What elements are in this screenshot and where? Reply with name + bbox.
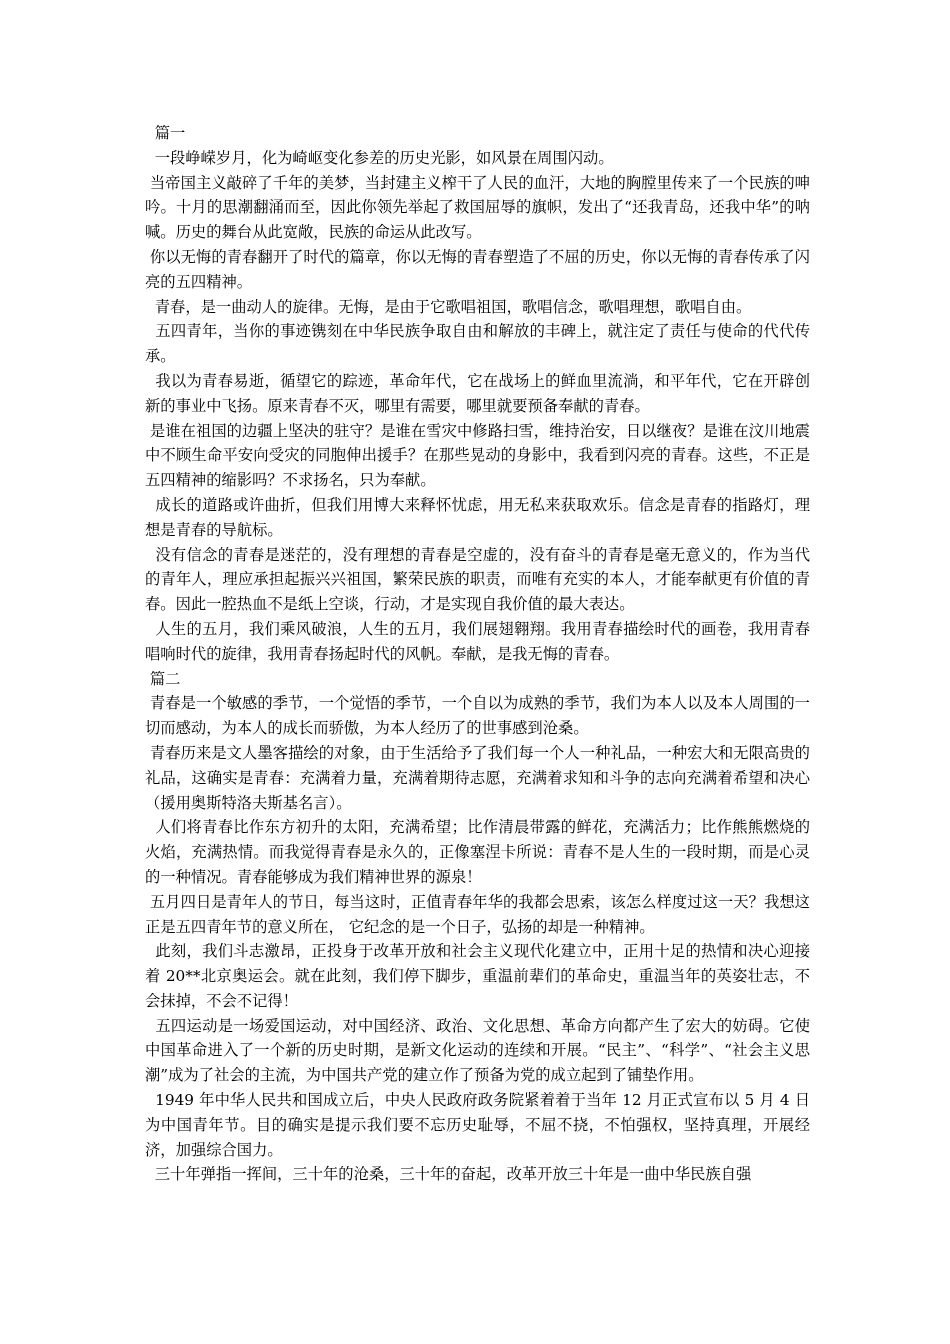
paragraph: 人们将青春比作东方初升的太阳，充满希望；比作清晨带露的鲜花，充满活力；比作熊熊燃烧的火焰，充满热情。而我觉得青春是永久的，正像塞涅卡所说：青春不是人生的一段时期，而是心灵的一种情况。青春能够成为我们精神世界的源泉！ <box>145 818 810 886</box>
section-one <box>145 121 810 667</box>
paragraph: 青春历来是文人墨客描绘的对象，由于生活给予了我们每一个人一种礼品，一种宏大和无限高贵的礼品，这确实是青春：充满着力量，充满着期待志愿，充满着求知和斗争的志向充满着希望和决心（援用奥斯特洛夫斯基名言）。 <box>145 743 810 812</box>
paragraph: 我以为青春易逝，循望它的踪迹，革命年代，它在战场上的鲜血里流淌，和平年代，它在开辟创新的事业中飞扬。原来青春不灭，哪里有需要，哪里就要预备奉献的青春。 <box>145 371 810 415</box>
paragraph: 没有信念的青春是迷茫的，没有理想的青春是空虚的，没有奋斗的青春是毫无意义的，作为当代的青年人，理应承担起振兴兴祖国，繁荣民族的职责，而唯有充实的本人，才能奉献更有价值的青春。因此一腔热血不是纸上空谈，行动，才是实现自我价值的最大表达。 <box>145 545 810 614</box>
paragraph: 五月四日是青年人的节日，每当这时，正值青春年华的我都会思索，该怎么样度过这一天？我想这正是五四青年节的意义所在， 它纪念的是一个日子，弘扬的却是一种精神。 <box>145 892 810 936</box>
paragraph: 1949 年中华人民共和国成立后，中央人民政府政务院紧着着于当年 12 月正式宣布以 5 月 4 日为中国青年节。目的确实是提示我们要不忘历史耻辱，不屈不挠，不怕强权，坚持真理，开展经济，加强综合国力。 <box>145 1091 810 1159</box>
paragraph: 是谁在祖国的边疆上坚决的驻守？是谁在雪灾中修路扫雪，维持治安，日以继夜？是谁在汶川地震中不顾生命平安向受灾的同胞伸出援手？在那些晃动的身影中，我看到闪亮的青春。这些，不正是五四精神的缩影吗？不求扬名，只为奉献。 <box>145 421 810 490</box>
paragraph: 你以无悔的青春翻开了时代的篇章，你以无悔的青春塑造了不屈的历史，你以无悔的青春传承了闪亮的五四精神。 <box>145 247 810 291</box>
paragraph: 成长的道路或许曲折，但我们用博大来释怀忧虑，用无私来获取欢乐。信念是青春的指路灯，理想是青春的导航标。 <box>145 495 810 539</box>
paragraph: 一段峥嵘岁月，化为崎岖变化参差的历史光影，如风景在周围闪动。 <box>145 148 614 167</box>
paragraph: 青春，是一曲动人的旋律。无悔，是由于它歌唱祖国，歌唱信念，歌唱理想，歌唱自由。 <box>145 297 752 316</box>
section-heading: 篇二 <box>145 669 181 688</box>
paragraph: 人生的五月，我们乘风破浪，人生的五月，我们展翅翱翔。我用青春描绘时代的画卷，我用青春唱响时代的旋律，我用青春扬起时代的风帆。奉献，是我无悔的青春。 <box>145 619 810 663</box>
section-two <box>145 667 810 1188</box>
section-heading: 篇一 <box>145 124 186 142</box>
document-page <box>145 121 810 1187</box>
paragraph: 五四青年，当你的事迹镌刻在中华民族争取自由和解放的丰碑上，就注定了责任与使命的代代传承。 <box>145 322 810 366</box>
paragraph: 三十年弹指一挥间，三十年的沧桑，三十年的奋起，改革开放三十年是一曲中华民族自强 <box>145 1165 752 1184</box>
paragraph: 青春是一个敏感的季节，一个觉悟的季节，一个自以为成熟的季节，我们为本人以及本人周围的一切而感动，为本人的成长而骄傲，为本人经历了的世事感到沧桑。 <box>145 694 810 738</box>
paragraph: 此刻，我们斗志激昂，正投身于改革开放和社会主义现代化建立中，正用十足的热情和决心迎接着 20**北京奥运会。就在此刻，我们停下脚步，重温前辈们的革命史，重温当年的英姿壮志，不会抹掉，不会不记得！ <box>145 942 810 1010</box>
paragraph: 五四运动是一场爱国运动，对中国经济、政治、文化思想、革命方向都产生了宏大的妨碍。它使中国革命进入了一个新的历史时期，是新文化运动的连续和开展。“民主”、“科学”、“社会主义思潮”成为了社会的主流，为中国共产党的建立作了预备为党的成立起到了铺垫作用。 <box>145 1016 810 1085</box>
paragraph: 当帝国主义敲碎了千年的美梦，当封建主义榨干了人民的血汗，大地的胸膛里传来了一个民族的呻吟。十月的思潮翻涌而至，因此你领先举起了救国屈辱的旗帜，发出了“还我青岛，还我中华”的呐喊。历史的舞台从此宽敞，民族的命运从此改写。 <box>145 173 810 242</box>
